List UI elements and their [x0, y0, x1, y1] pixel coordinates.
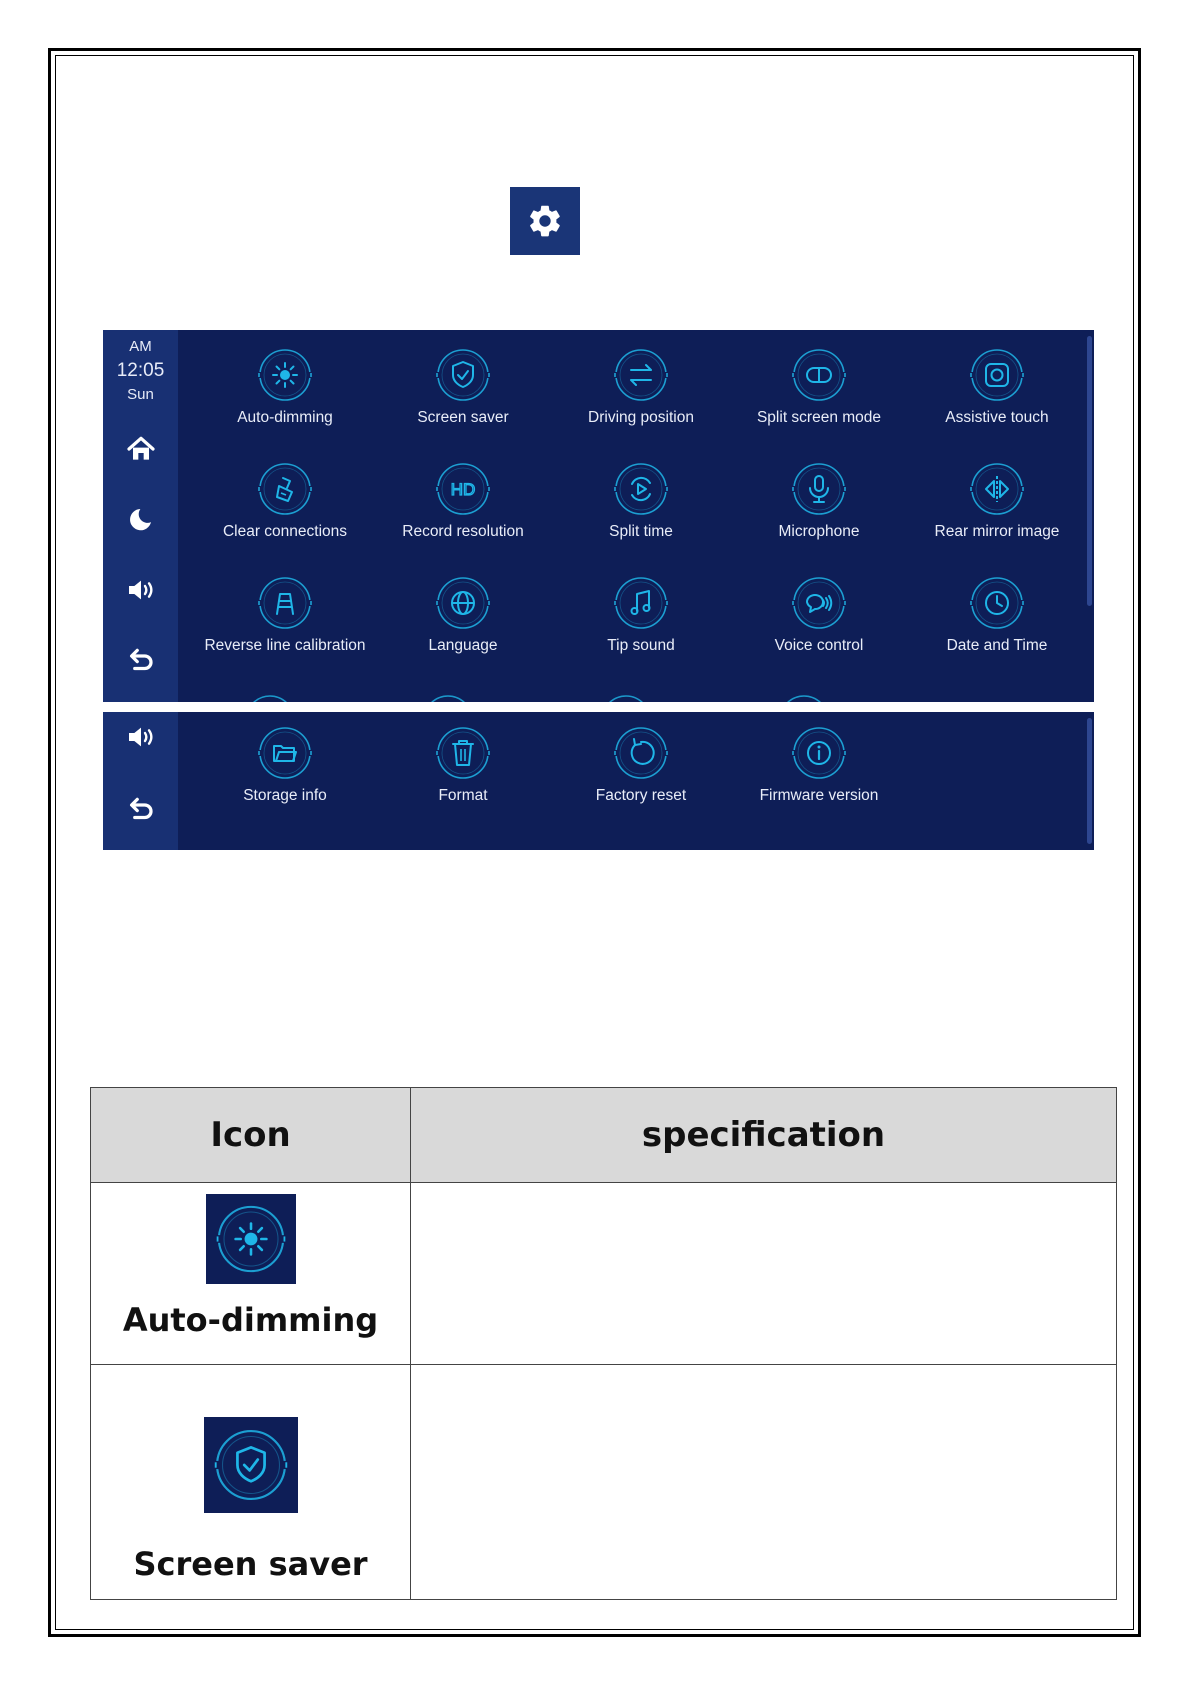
volume-button[interactable]	[120, 569, 162, 611]
shield-check-icon	[435, 347, 491, 403]
shield-check-icon	[213, 1427, 289, 1503]
folder-icon	[257, 725, 313, 781]
settings-item-tip-sound[interactable]	[552, 575, 730, 675]
night-mode-button[interactable]	[120, 498, 162, 540]
header-specification: specification	[411, 1088, 1117, 1183]
gear-icon	[526, 202, 564, 240]
mirror-icon	[969, 461, 1025, 517]
back-button[interactable]	[120, 640, 162, 682]
table-row	[91, 1365, 1117, 1600]
split-screen-icon	[791, 347, 847, 403]
settings-item-record-resolution[interactable]	[374, 461, 552, 561]
trash-icon	[435, 725, 491, 781]
scrollbar[interactable]	[1087, 336, 1092, 606]
partial-icon	[598, 692, 654, 702]
clock-ampm: AM	[129, 338, 152, 355]
settings-item-label: Reverse line calibration	[204, 637, 366, 654]
spec-cell	[411, 1365, 1117, 1600]
settings-item-label: Language	[428, 637, 498, 654]
settings-item-label: Microphone	[778, 523, 860, 540]
clock-icon	[969, 575, 1025, 631]
back-button[interactable]	[120, 789, 162, 831]
music-note-icon	[613, 575, 669, 631]
settings-item-label: Split time	[609, 523, 673, 540]
settings-item-label: Factory reset	[595, 787, 687, 804]
voice-control-icon	[791, 575, 847, 631]
hd-icon	[435, 461, 491, 517]
settings-item-voice-control[interactable]	[730, 575, 908, 675]
settings-item-rear-mirror-image[interactable]	[908, 461, 1086, 561]
sun-icon	[257, 347, 313, 403]
settings-item-format[interactable]	[374, 725, 552, 825]
settings-item-label: Clear connections	[222, 523, 348, 540]
icon-label: Screen saver	[133, 1545, 368, 1583]
partial-icon	[776, 692, 832, 702]
spec-cell	[411, 1183, 1117, 1365]
settings-item-label: Firmware version	[759, 787, 879, 804]
globe-icon	[435, 575, 491, 631]
clock-day: Sun	[127, 386, 154, 403]
home-icon	[125, 433, 157, 465]
broom-icon	[257, 461, 313, 517]
settings-screen-scrolled	[103, 712, 1094, 850]
partial-icon	[242, 692, 298, 702]
back-icon	[126, 795, 156, 825]
table-header-row	[91, 1088, 1117, 1183]
settings-item-label: Voice control	[774, 637, 864, 654]
volume-button[interactable]	[120, 716, 162, 758]
clock-time: 12:05	[116, 360, 165, 381]
settings-item-label: Date and Time	[946, 637, 1048, 654]
settings-item-label: Assistive touch	[945, 409, 1049, 426]
sidebar	[103, 330, 178, 702]
auto-dimming-tile	[206, 1194, 296, 1284]
settings-item-auto-dimming[interactable]	[196, 347, 374, 447]
info-icon	[791, 725, 847, 781]
settings-item-driving-position[interactable]	[552, 347, 730, 447]
settings-item-label: Driving position	[588, 409, 694, 426]
back-icon	[126, 646, 156, 676]
svg-text:HD: HD	[450, 480, 476, 499]
scrollbar[interactable]	[1087, 718, 1092, 844]
partial-icon	[420, 692, 476, 702]
icon-cell	[91, 1183, 411, 1365]
reverse-lines-icon	[257, 575, 313, 631]
icon-cell	[91, 1365, 411, 1600]
assistive-touch-icon	[969, 347, 1025, 403]
microphone-icon	[791, 461, 847, 517]
settings-item-factory-reset[interactable]	[552, 725, 730, 825]
settings-item-label: Format	[438, 787, 488, 804]
icon-label: Auto-dimming	[122, 1301, 379, 1339]
volume-icon	[125, 721, 157, 753]
settings-item-clear-connections[interactable]	[196, 461, 374, 561]
play-cycle-icon	[613, 461, 669, 517]
reset-icon	[613, 725, 669, 781]
settings-item-screen-saver[interactable]	[374, 347, 552, 447]
home-button[interactable]	[120, 428, 162, 470]
settings-item-assistive-touch[interactable]	[908, 347, 1086, 447]
settings-gear-badge	[510, 187, 580, 255]
swap-arrows-icon	[613, 347, 669, 403]
screen-saver-tile	[204, 1417, 298, 1513]
moon-icon	[126, 504, 156, 534]
sun-icon	[215, 1203, 287, 1275]
settings-item-reverse-line-calibration[interactable]	[196, 575, 374, 675]
settings-item-microphone[interactable]	[730, 461, 908, 561]
sidebar	[103, 712, 178, 850]
settings-item-label: Storage info	[243, 787, 327, 804]
settings-item-split-screen-mode[interactable]	[730, 347, 908, 447]
volume-icon	[125, 574, 157, 606]
spec-table	[90, 1087, 1117, 1600]
settings-item-label: Auto-dimming	[237, 409, 333, 426]
settings-item-label: Screen saver	[417, 409, 509, 426]
settings-screen-main	[103, 330, 1094, 702]
settings-item-language[interactable]	[374, 575, 552, 675]
settings-item-label: Record resolution	[402, 523, 524, 540]
settings-item-label: Tip sound	[607, 637, 675, 654]
table-row	[91, 1183, 1117, 1365]
settings-item-storage-info[interactable]	[196, 725, 374, 825]
settings-item-label: Rear mirror image	[934, 523, 1060, 540]
header-icon: Icon	[91, 1088, 411, 1183]
settings-item-date-and-time[interactable]	[908, 575, 1086, 675]
settings-item-split-time[interactable]	[552, 461, 730, 561]
settings-item-firmware-version[interactable]	[730, 725, 908, 825]
settings-item-label: Split screen mode	[756, 409, 882, 426]
